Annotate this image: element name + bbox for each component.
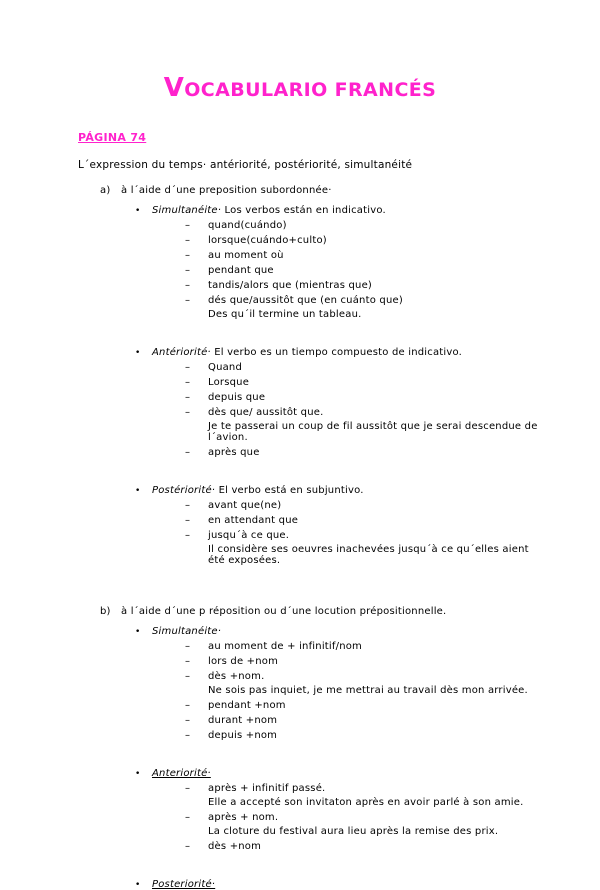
section-heading xyxy=(100,185,542,196)
list-item-text: en attendant que xyxy=(208,514,299,526)
list-item-text: quand(cuándo) xyxy=(208,219,287,231)
outline-list-item xyxy=(185,700,542,711)
outline-list-item xyxy=(185,295,542,306)
dash-icon: – xyxy=(185,219,191,231)
dash-icon: – xyxy=(185,699,191,711)
dash-icon: – xyxy=(185,529,191,541)
bullet-icon: • xyxy=(135,879,141,890)
section-label: à l´aide d´une preposition subordonnée· xyxy=(121,184,332,196)
list-item-text: Lorsque xyxy=(208,376,250,388)
outline-list-item xyxy=(185,407,542,418)
outline-list-item xyxy=(185,730,542,741)
dash-icon: – xyxy=(185,361,191,373)
group-spacer xyxy=(58,458,542,476)
dash-icon: – xyxy=(185,840,191,852)
list-item-text: avant que(ne) xyxy=(208,499,282,511)
group-spacer xyxy=(58,741,542,759)
list-item-text: dés que/aussitôt que (en cuánto que) xyxy=(208,294,403,306)
outline-list-item xyxy=(185,265,542,276)
list-item-text: dès +nom. xyxy=(208,670,265,682)
example-sentence: Des qu´il termine un tableau. xyxy=(208,308,362,320)
outline-list-item xyxy=(185,280,542,291)
list-item-text: au moment de + infinitif/nom xyxy=(208,640,362,652)
page-reference-heading: PÁGINA 74 xyxy=(78,130,147,144)
group-text xyxy=(152,347,462,358)
group-gloss: Los verbos están en indicativo. xyxy=(221,204,386,216)
list-item-text: tandis/alors que (mientras que) xyxy=(208,279,373,291)
group-text xyxy=(152,768,211,779)
outline-group-heading xyxy=(135,205,542,216)
page-title-initial: V xyxy=(163,73,185,103)
dash-icon: – xyxy=(185,670,191,682)
list-item-text: après que xyxy=(208,446,260,458)
list-item-text: dès que/ aussitôt que. xyxy=(208,406,324,418)
outline-list-item xyxy=(185,783,542,794)
dash-icon: – xyxy=(185,376,191,388)
page-title-rest: OCABULARIO FRANCÉS xyxy=(184,79,437,101)
group-text xyxy=(152,485,364,496)
section-label: à l´aide d´une p réposition ou d´une locution prépositionnelle. xyxy=(121,605,447,617)
list-item-text: pendant que xyxy=(208,264,274,276)
group-term: Antériorité· xyxy=(152,346,211,358)
outline-list-item xyxy=(185,812,542,823)
group-term: Posteriorité· xyxy=(152,878,216,890)
group-text xyxy=(152,626,221,637)
group-spacer xyxy=(58,852,542,870)
intro-paragraph: L´expression du temps· antériorité, postériorité, simultanéité xyxy=(78,158,413,171)
example-sentence: Elle a accepté son invitaton après en avoir parlé à son amie. xyxy=(208,796,524,808)
bullet-icon: • xyxy=(135,768,141,779)
outline-list-item xyxy=(185,530,542,541)
group-text xyxy=(152,879,215,890)
list-item-text: dès +nom xyxy=(208,840,262,852)
group-gloss: El verbo es un tiempo compuesto de indicativo. xyxy=(210,346,463,358)
group-text xyxy=(152,205,386,216)
outline-list-item xyxy=(185,362,542,373)
list-item-text: lors de +nom xyxy=(208,655,279,667)
page-title xyxy=(58,74,542,103)
list-item-text: depuis que xyxy=(208,391,266,403)
example-sentence: Ne sois pas inquiet, je me mettrai au travail dès mon arrivée. xyxy=(208,684,528,696)
bullet-icon: • xyxy=(135,347,141,358)
outline-list-item xyxy=(185,235,542,246)
dash-icon: – xyxy=(185,446,191,458)
outline-group-heading xyxy=(135,347,542,358)
outline-list-item xyxy=(185,515,542,526)
dash-icon: – xyxy=(185,294,191,306)
list-item-text: après + infinitif passé. xyxy=(208,782,326,794)
dash-icon: – xyxy=(185,406,191,418)
outline-group-heading xyxy=(135,485,542,496)
outline-list-item xyxy=(185,250,542,261)
bullet-icon: • xyxy=(135,485,141,496)
section-marker: a) xyxy=(100,184,111,196)
example-sentence: La cloture du festival aura lieu après la remise des prix. xyxy=(208,825,499,837)
dash-icon: – xyxy=(185,811,191,823)
dash-icon: – xyxy=(185,391,191,403)
dash-icon: – xyxy=(185,655,191,667)
group-term: Postériorité· xyxy=(152,484,216,496)
outline-list-item xyxy=(185,377,542,388)
list-item-text: lorsque(cuándo+culto) xyxy=(208,234,327,246)
outline-list-item xyxy=(185,641,542,652)
list-item-text: jusqu´à ce que. xyxy=(208,529,290,541)
outline-group-heading xyxy=(135,768,542,779)
outline-list-item xyxy=(185,220,542,231)
bullet-icon: • xyxy=(135,205,141,216)
section-heading xyxy=(100,606,542,617)
dash-icon: – xyxy=(185,279,191,291)
outline-group-heading xyxy=(135,626,542,637)
dash-icon: – xyxy=(185,714,191,726)
outline-list-item xyxy=(185,447,542,458)
outline-list-item xyxy=(185,392,542,403)
example-sentence: Je te passerai un coup de fil aussitôt que je serai descendue de l´avion. xyxy=(208,420,538,443)
dash-icon: – xyxy=(185,499,191,511)
group-term: Simultanéite· xyxy=(152,204,222,216)
list-item-text: durant +nom xyxy=(208,714,278,726)
list-item-text: au moment où xyxy=(208,249,284,261)
bullet-icon: • xyxy=(135,626,141,637)
group-gloss: El verbo está en subjuntivo. xyxy=(215,484,364,496)
list-item-text: depuis +nom xyxy=(208,729,278,741)
list-item-text: après + nom. xyxy=(208,811,279,823)
outline-list-item xyxy=(185,671,542,682)
list-item-text: Quand xyxy=(208,361,243,373)
outline-list-item xyxy=(185,715,542,726)
example-sentence: Il considère ses oeuvres inachevées jusqu´à ce qu´elles aient été exposées. xyxy=(208,543,529,566)
outline-list-item xyxy=(185,500,542,511)
list-item-text: pendant +nom xyxy=(208,699,286,711)
dash-icon: – xyxy=(185,514,191,526)
outline-list-item xyxy=(185,841,542,852)
dash-icon: – xyxy=(185,729,191,741)
dash-icon: – xyxy=(185,249,191,261)
outline-group-heading xyxy=(135,879,542,890)
group-term: Anteriorité· xyxy=(152,767,211,779)
section-spacer xyxy=(58,566,542,592)
dash-icon: – xyxy=(185,234,191,246)
section-marker: b) xyxy=(100,605,111,617)
group-spacer xyxy=(58,320,542,338)
dash-icon: – xyxy=(185,264,191,276)
outline-content xyxy=(58,185,542,890)
group-term: Simultanéite· xyxy=(152,625,222,637)
dash-icon: – xyxy=(185,782,191,794)
dash-icon: – xyxy=(185,640,191,652)
outline-list-item xyxy=(185,656,542,667)
